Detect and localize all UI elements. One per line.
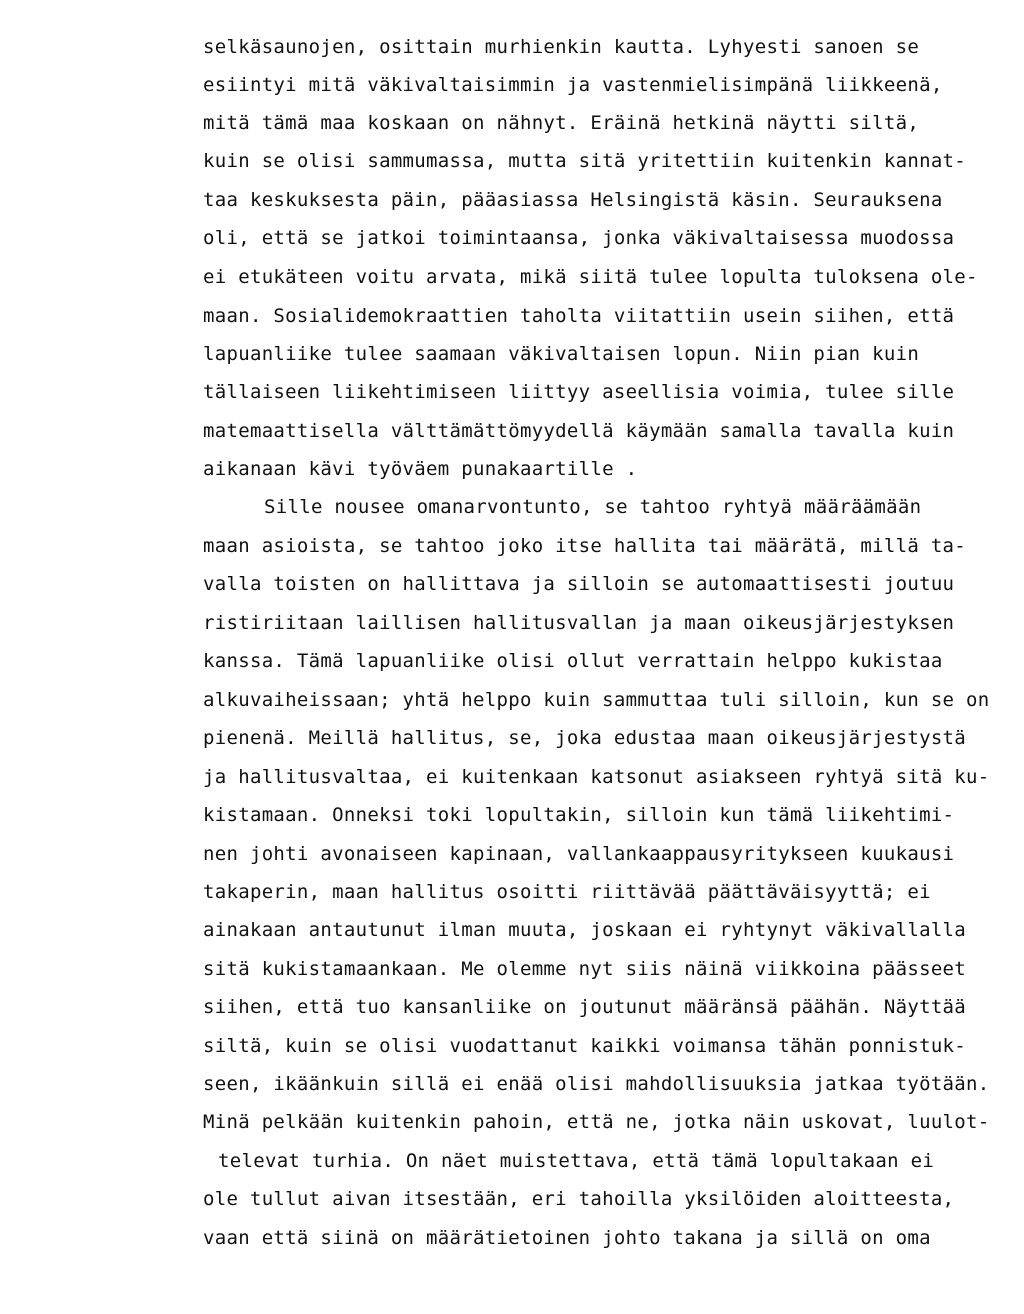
text-line: valla toisten on hallittava ja silloin se automaattisesti joutuu: [203, 573, 955, 595]
text-line: vaan että siinä on määrätietoinen johto takana ja sillä on oma: [203, 1227, 931, 1249]
text-line: seen, ikäänkuin sillä ei enää olisi mahdollisuuksia jatkaa työtään.: [203, 1073, 990, 1095]
text-line: siihen, että tuo kansanliike on joutunut määränsä päähän. Näyttää: [203, 996, 967, 1018]
text-line: kanssa. Tämä lapuanliike olisi ollut verrattain helppo kukistaa: [203, 650, 943, 672]
text-line: takaperin, maan hallitus osoitti riittävää päättäväisyyttä; ei: [203, 881, 931, 903]
text-line: ei etukäteen voitu arvata, mikä siitä tulee lopulta tuloksena ole-: [203, 266, 978, 288]
text-line: maan. Sosialidemokraattien taholta viitattiin usein siihen, että: [203, 305, 955, 327]
text-line: esiintyi mitä väkivaltaisimmin ja vastenmielisimpänä liikkeenä,: [203, 74, 943, 96]
text-line: alkuvaiheissaan; yhtä helppo kuin sammuttaa tuli silloin, kun se on: [203, 689, 990, 711]
text-line: taa keskuksesta päin, pääasiassa Helsingistä käsin. Seurauksena: [203, 189, 943, 211]
text-line: kistamaan. Onneksi toki lopultakin, silloin kun tämä liikehtimi-: [203, 804, 955, 826]
text-line: aikanaan kävi työväem punakaartille .: [203, 458, 638, 480]
text-line: pienenä. Meillä hallitus, se, joka edustaa maan oikeusjärjestystä: [203, 727, 967, 749]
text-line: ja hallitusvaltaa, ei kuitenkaan katsonut asiakseen ryhtyä sitä ku-: [203, 766, 990, 788]
text-line: kuin se olisi sammumassa, mutta sitä yritettiin kuitenkin kannat-: [203, 150, 967, 172]
text-line: matemaattisella välttämättömyydellä käymään samalla tavalla kuin: [203, 420, 955, 442]
text-line: ainakaan antautunut ilman muuta, joskaan ei ryhtynyt väkivallalla: [203, 919, 967, 941]
text-line: Minä pelkään kuitenkin pahoin, että ne, jotka näin uskovat, luulot-: [203, 1111, 990, 1133]
text-line: ristiriitaan laillisen hallitusvallan ja maan oikeusjärjestyksen: [203, 612, 955, 634]
text-line: maan asioista, se tahtoo joko itse hallita tai määrätä, millä ta-: [203, 535, 967, 557]
text-line: oli, että se jatkoi toimintaansa, jonka väkivaltaisessa muodossa: [203, 227, 955, 249]
text-line: mitä tämä maa koskaan on nähnyt. Eräinä hetkinä näytti siltä,: [203, 112, 920, 134]
text-line: nen johti avonaiseen kapinaan, vallankaappausyritykseen kuukausi: [203, 843, 955, 865]
text-line: siltä, kuin se olisi vuodattanut kaikki voimansa tähän ponnistuk-: [203, 1035, 967, 1057]
text-line: selkäsaunojen, osittain murhienkin kautta. Lyhyesti sanoen se: [203, 36, 920, 58]
text-line: tällaiseen liikehtimiseen liittyy aseellisia voimia, tulee sille: [203, 381, 955, 403]
text-line: ole tullut aivan itsestään, eri tahoilla yksilöiden aloitteesta,: [203, 1188, 955, 1210]
text-line: televat turhia. On näet muistettava, että tämä lopultakaan ei: [218, 1150, 935, 1172]
text-line: sitä kukistamaankaan. Me olemme nyt siis näinä viikkoina päässeet: [203, 958, 967, 980]
text-line: lapuanliike tulee saamaan väkivaltaisen lopun. Niin pian kuin: [203, 343, 920, 365]
paragraph-first-line: Sille nousee omanarvontunto, se tahtoo ryhtyä määräämään: [264, 496, 922, 518]
